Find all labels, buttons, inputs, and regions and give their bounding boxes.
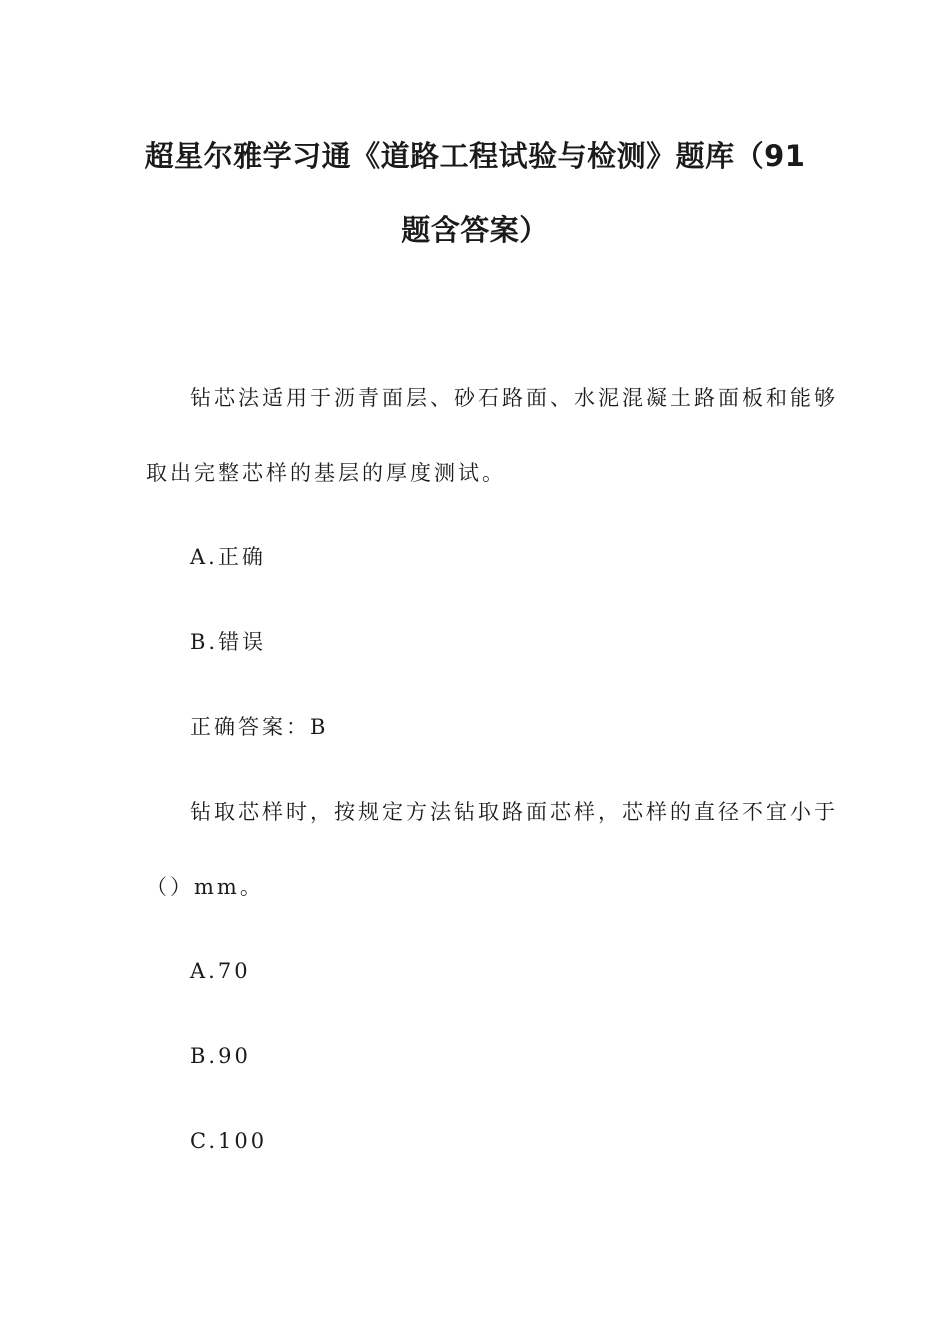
question-1-option-b: B.错误 bbox=[190, 630, 267, 654]
document-title-line-2: 题含答案） bbox=[401, 213, 549, 247]
question-2-option-b: B.90 bbox=[190, 1044, 251, 1068]
document-title-line-1: 超星尔雅学习通《道路工程试验与检测》题库（91 bbox=[144, 139, 806, 173]
question-1-answer: 正确答案：B bbox=[190, 715, 329, 739]
question-2-option-c: C.100 bbox=[190, 1129, 268, 1153]
question-2-stem-line-1: 钻取芯样时，按规定方法钻取路面芯样，芯样的直径不宜小于 bbox=[190, 800, 838, 824]
question-1-stem-line-2: 取出完整芯样的基层的厚度测试。 bbox=[146, 461, 506, 485]
question-2-stem-line-2: （）mm。 bbox=[146, 875, 264, 899]
question-1-option-a: A.正确 bbox=[190, 545, 266, 569]
question-1-stem-line-1: 钻芯法适用于沥青面层、砂石路面、水泥混凝土路面板和能够 bbox=[190, 386, 838, 410]
question-2-option-a: A.70 bbox=[190, 959, 251, 983]
